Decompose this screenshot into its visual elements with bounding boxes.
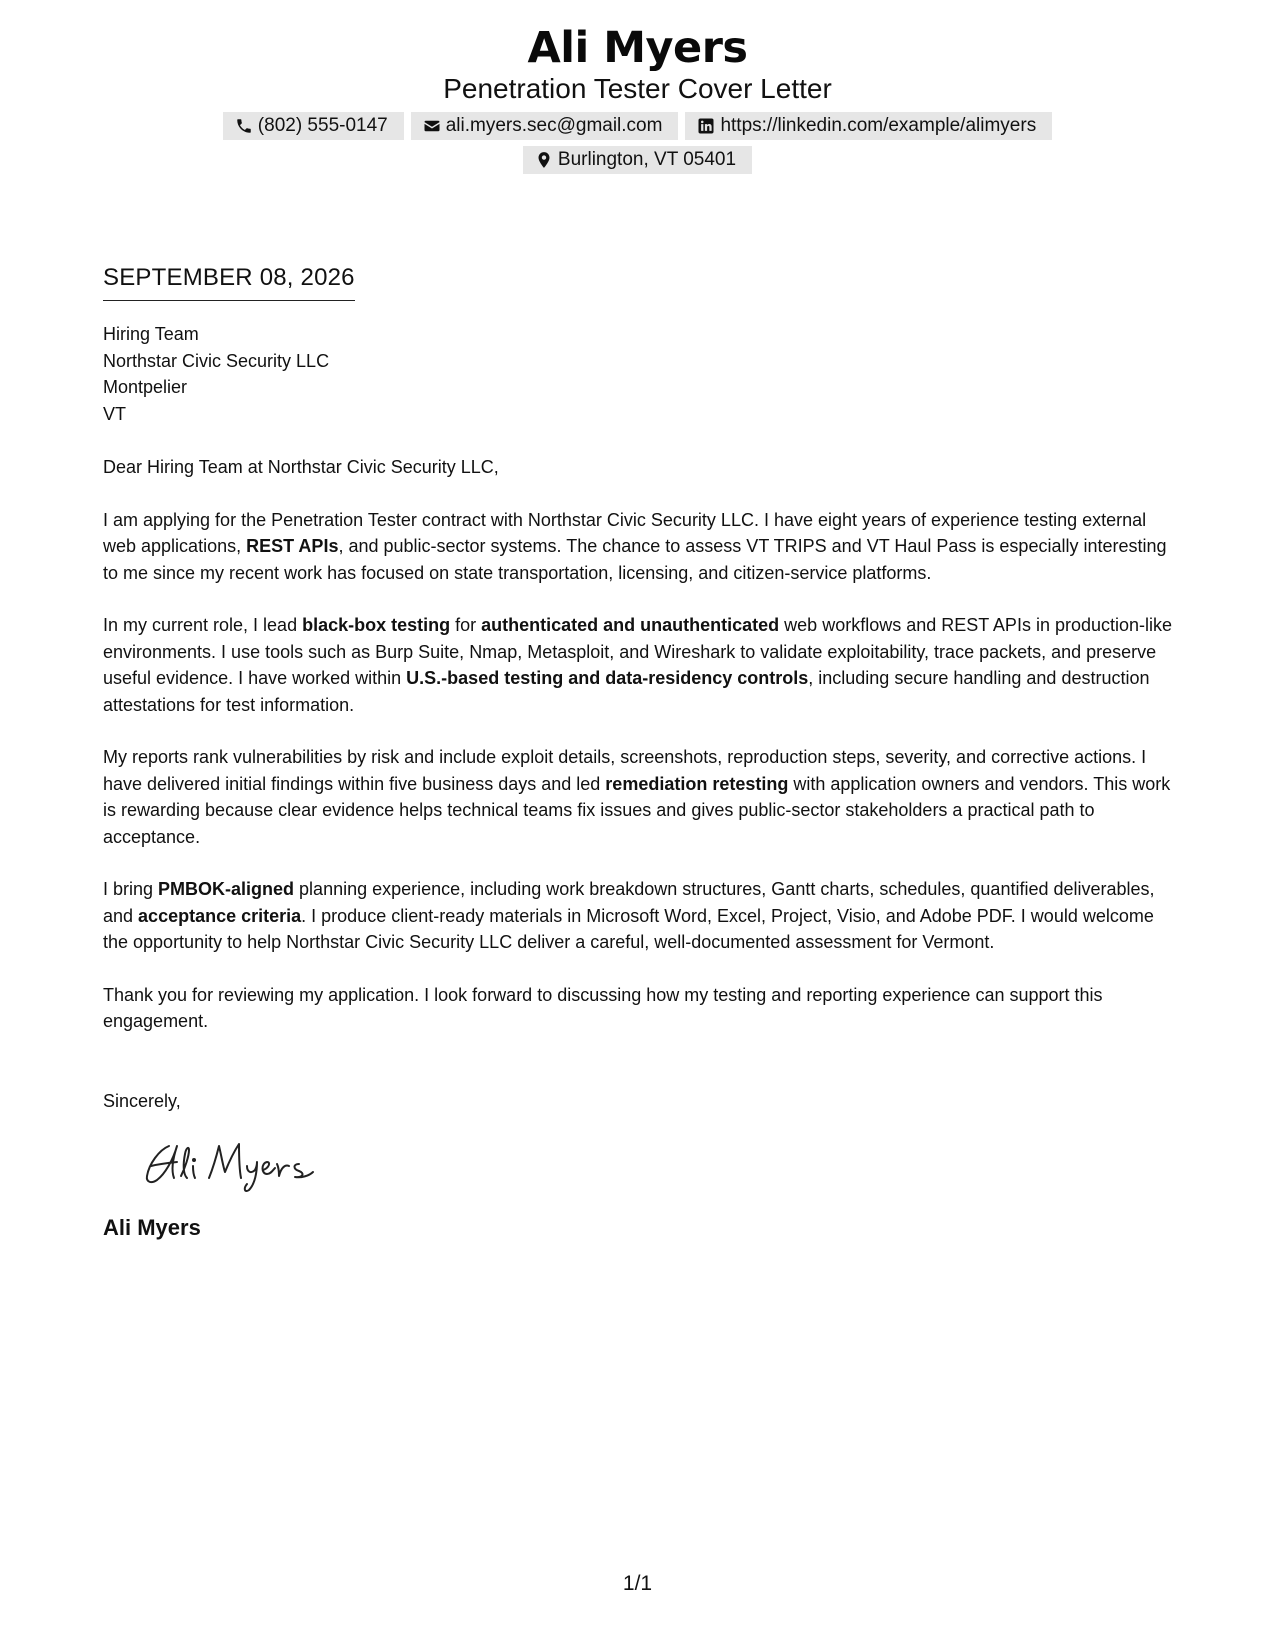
paragraph-3: My reports rank vulnerabilities by risk and include exploit details, screenshots, reproduction steps, severity, and corrective actions. I have delivered initial findings within five business days and led remediation retesting with application owners and vendors. This work is rewarding because clear evidence helps technical teams fix issues and gives public-sector stakeholders a practical path to acceptance. xyxy=(103,747,1171,847)
closing: Sincerely, xyxy=(103,1090,181,1111)
map-marker-icon xyxy=(535,151,553,169)
location-text: Burlington, VT 05401 xyxy=(557,149,737,170)
applicant-name: Ali Myers xyxy=(527,23,748,73)
paragraph-2: In my current role, I lead black-box testing for authenticated and unauthenticated web workflows and REST APIs in production-like environments. I use tools such as Burp Suite, Nmap, Metasploit, and Wireshark to validate exploitability, trace packets, and preserve useful evidence. I have worked within U.S.-based testing and data-residency controls, including secure handling and destruction attestations for test information. xyxy=(103,615,1173,715)
phone-text: (802) 555-0147 xyxy=(257,115,388,136)
contact-linkedin[interactable] xyxy=(685,112,1052,140)
paragraph-5: Thank you for reviewing my application. I look forward to discussing how my testing and reporting experience can support this engagement. xyxy=(103,984,1103,1031)
envelope-icon xyxy=(423,117,441,135)
paragraph-4: I bring PMBOK-aligned planning experience, including work breakdown structures, Gantt charts, schedules, quantified deliverables, and acceptance criteria. I produce client-ready materials in Microsoft Word, Excel, Project, Visio, and Adobe PDF. I would welcome the opportunity to help Northstar Civic Security LLC deliver a careful, well-documented assessment for Vermont. xyxy=(103,879,1155,952)
recipient-block xyxy=(103,321,1183,427)
contact-row-1 xyxy=(0,112,1275,140)
phone-icon xyxy=(235,117,253,135)
signed-name: Ali Myers xyxy=(103,1214,201,1240)
recipient-line: Montpelier xyxy=(103,377,188,397)
recipient-line: VT xyxy=(103,403,127,424)
email-text: ali.myers.sec@gmail.com xyxy=(445,115,663,136)
salutation: Dear Hiring Team at Northstar Civic Security LLC, xyxy=(103,457,499,477)
recipient-line: Northstar Civic Security LLC xyxy=(103,350,330,371)
signature-image xyxy=(143,1132,333,1194)
linkedin-text: https://linkedin.com/example/alimyers xyxy=(720,115,1037,136)
recipient-line: Hiring Team xyxy=(103,324,199,344)
page-number: 1/1 xyxy=(622,1572,653,1595)
linkedin-icon xyxy=(697,117,715,135)
contact-email[interactable] xyxy=(411,112,679,140)
contact-phone[interactable] xyxy=(223,112,404,140)
contact-row-2 xyxy=(0,146,1275,174)
paragraph-1: I am applying for the Penetration Tester contract with Northstar Civic Security LLC. I have eight years of experience testing external web applications, REST APIs, and public-sector systems. The chance to assess VT TRIPS and VT Haul Pass is especially interesting to me since my recent work has focused on state transportation, licensing, and citizen-service platforms. xyxy=(103,509,1167,583)
letter-header xyxy=(0,22,1275,174)
letter-body xyxy=(103,262,1183,1242)
letter-date: SEPTEMBER 08, 2026 xyxy=(103,262,355,301)
contact-location xyxy=(523,146,752,174)
document-subtitle: Penetration Tester Cover Letter xyxy=(443,73,832,104)
